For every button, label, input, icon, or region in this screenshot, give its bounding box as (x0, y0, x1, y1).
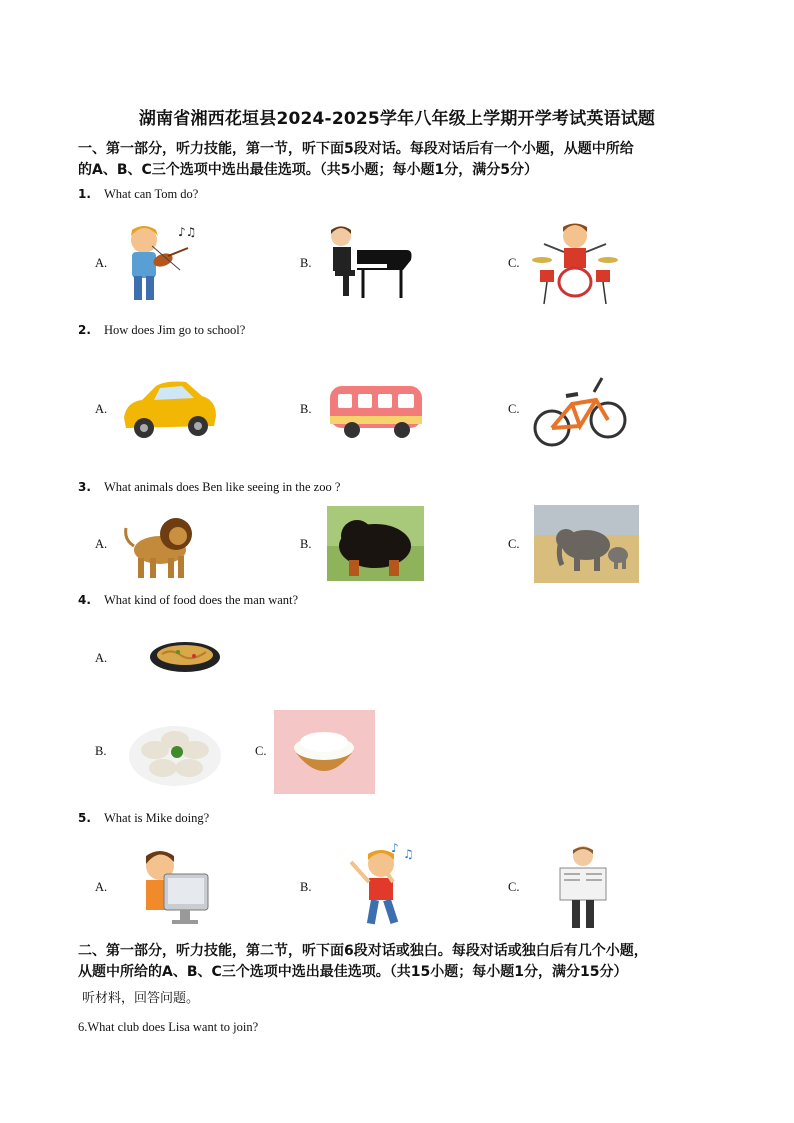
option-1c-label: C. (508, 256, 520, 270)
computer-boy-icon (138, 842, 210, 932)
option-5c-label: C. (508, 880, 520, 894)
question-text: What club does Lisa want to join? (87, 1020, 259, 1034)
option-2a-label: A. (95, 402, 108, 416)
drummer-icon (530, 216, 620, 306)
question-number: 3. (78, 480, 91, 494)
page-title: 湖南省湘西花垣县2024-2025学年八年级上学期开学考试英语试题 (138, 109, 656, 129)
svg-text:♪: ♪ (391, 841, 399, 855)
question-number: 4. (78, 593, 91, 607)
lion-icon (120, 506, 196, 582)
option-3c-label: C. (508, 537, 520, 551)
question-5 (78, 811, 209, 826)
noodles-icon (148, 640, 222, 674)
section2-line2: 从题中所给的A、B、C三个选项中选出最佳选项。（共15小题；每小题1分，满分15分） (78, 964, 628, 980)
option-1b-label: B. (300, 256, 312, 270)
rice-bowl-icon (274, 710, 375, 794)
question-text: How does Jim go to school? (104, 323, 246, 337)
option-1a-label: A. (95, 256, 108, 270)
piano-player-icon (323, 220, 415, 302)
question-text: What is Mike doing? (104, 811, 210, 825)
question-number: 2. (78, 323, 91, 337)
question-text: What animals does Ben like seeing in the zoo ? (104, 480, 341, 494)
question-4 (78, 593, 298, 608)
svg-text:♫: ♫ (403, 847, 414, 861)
svg-text:♪♫: ♪♫ (178, 225, 197, 239)
newspaper-man-icon (556, 844, 610, 932)
bus-icon (326, 380, 426, 442)
question-text: What can Tom do? (104, 187, 199, 201)
elephants-icon (534, 505, 639, 583)
mastiff-dog-icon (327, 506, 424, 581)
option-4b-label: B. (95, 744, 107, 758)
question-number: 6. (78, 1020, 88, 1034)
option-3a-label: A. (95, 537, 108, 551)
question-6 (78, 1020, 258, 1035)
question-number: 5. (78, 811, 91, 825)
option-2c-label: C. (508, 402, 520, 416)
option-4a-label: A. (95, 651, 108, 665)
question-3 (78, 480, 340, 495)
section1-line2: 的A、B、C三个选项中选出最佳选项。（共5小题；每小题1分，满分5分） (78, 162, 539, 178)
question-2 (78, 323, 245, 338)
violin-boy-icon (118, 218, 198, 306)
car-icon (120, 372, 220, 444)
option-2b-label: B. (300, 402, 312, 416)
question-1 (78, 187, 198, 202)
bicycle-icon (532, 364, 628, 452)
singing-boy-icon (345, 840, 415, 932)
section1-line1: 一、第一部分，听力技能，第一节，听下面5段对话。每段对话后有一个小题，从题中所给 (78, 141, 634, 157)
section2-instruction: 听材料，回答问题。 (82, 991, 200, 1006)
dumplings-icon (127, 716, 223, 792)
question-text: What kind of food does the man want? (104, 593, 299, 607)
option-5b-label: B. (300, 880, 312, 894)
question-number: 1. (78, 187, 91, 201)
section2-heading (78, 941, 728, 983)
option-5a-label: A. (95, 880, 108, 894)
section1-heading (78, 139, 728, 181)
section2-line1: 二、第一部分，听力技能，第二节，听下面6段对话或独白。每段对话或独白后有几个小题， (78, 943, 648, 959)
option-3b-label: B. (300, 537, 312, 551)
option-4c-label: C. (255, 744, 267, 758)
